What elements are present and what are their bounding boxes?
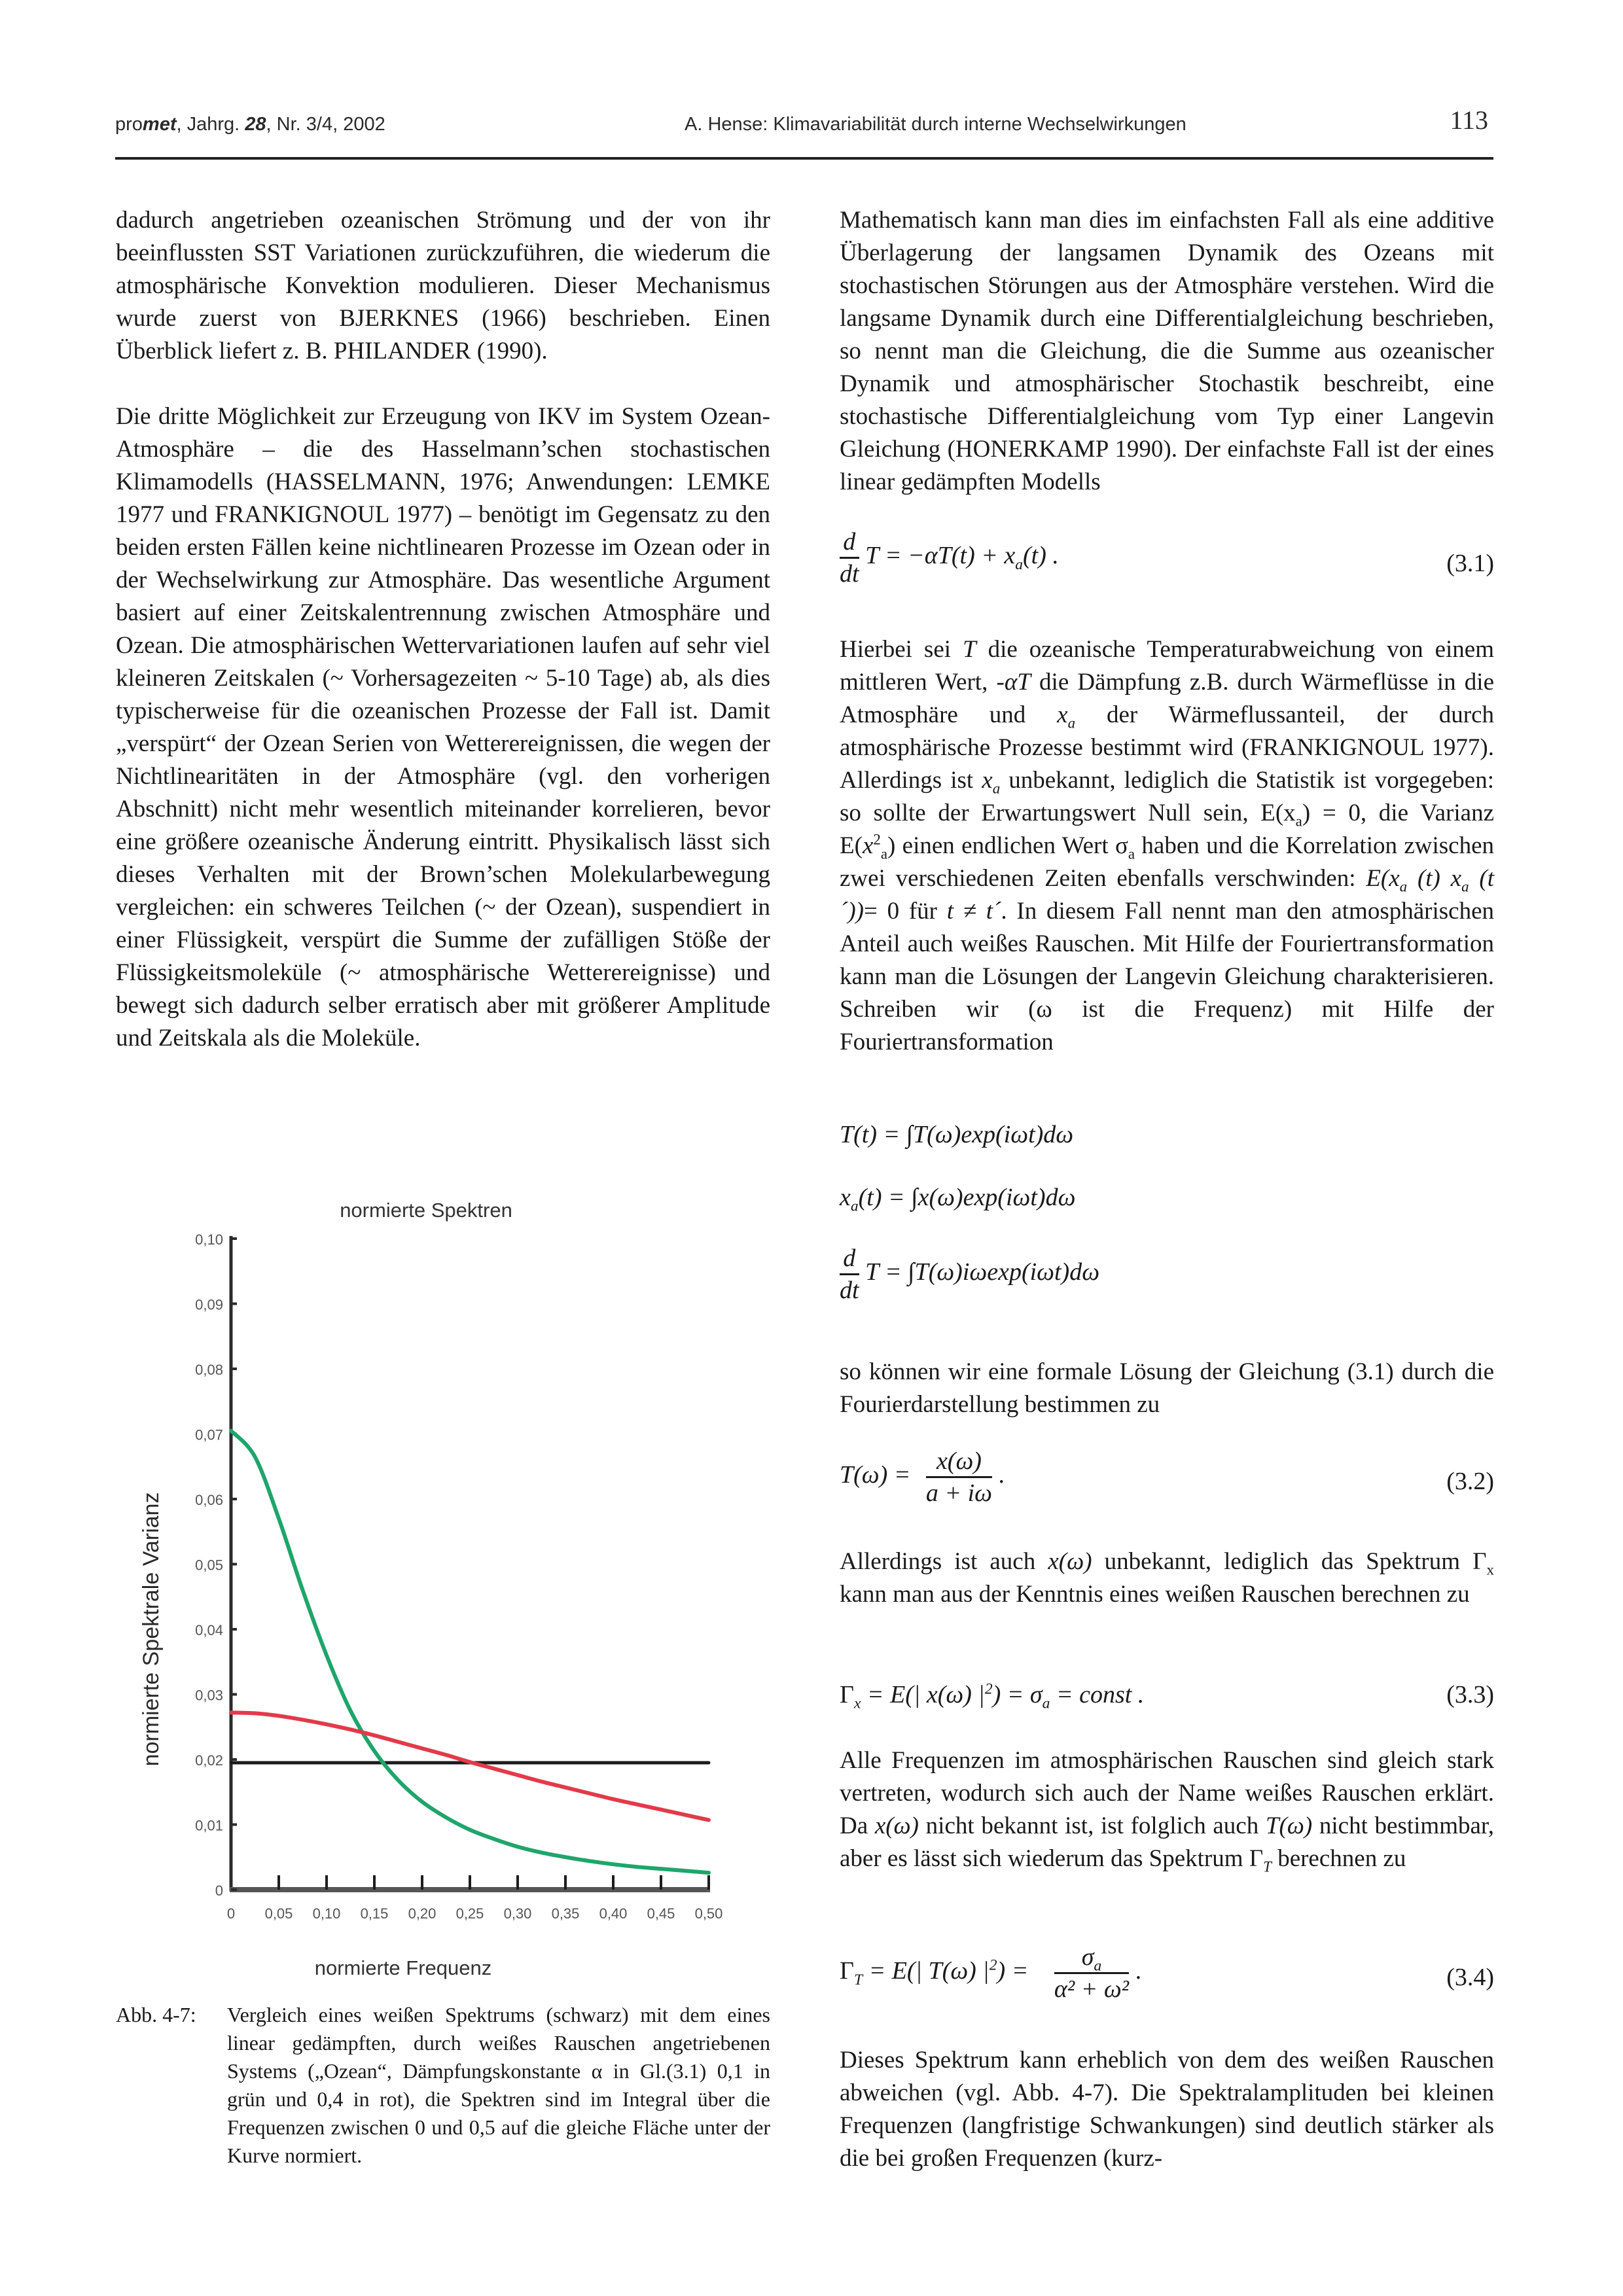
paragraph: Allerdings ist auch x(ω) unbekannt, lediglich das Spektrum $\Gamma_x$ kann man aus der Kenntnis eines weißen Rauschen berechnen zu: [840, 1548, 1494, 1608]
x-tick-label: 0: [226, 1905, 236, 1922]
right-column-p5: [840, 1744, 1494, 1875]
chart-axes: [195, 1231, 722, 1922]
x-tick-label: 0,50: [694, 1905, 723, 1922]
fraction: $\frac{x(\omega)}{a + i\omega}$: [925, 1447, 992, 1507]
running-header: [115, 105, 1493, 144]
x-axis-label: normierte Frequenz: [314, 1956, 492, 1979]
equation-number: (3.4): [1446, 1964, 1494, 1991]
equation-number: (3.1): [1446, 550, 1494, 577]
series-alpha-0-4-red: [231, 1712, 709, 1820]
header-rule: [115, 157, 1493, 160]
figure-spectra-chart: [131, 1178, 733, 1989]
y-tick-label: 0,10: [195, 1231, 223, 1248]
page-number: 113: [1450, 105, 1488, 135]
equation-3-3: $\Gamma_x = E(|$ x(ω) $|^2) = \sigma_a$ = const . (3.3): [840, 1680, 1494, 1712]
paragraph: Mathematisch kann man dies im einfachsten Fall als eine additive Überlagerung der langsamen Dynamik des Ozeans mit stochastischen Störungen aus der Atmosphäre verstehen. Wird die langsame Dynamik durch eine Differentialgleichung beschrieben, so nennt man die Gleichung, die die Summe aus ozeanischer Dynamik und atmosphärischer Stochastik beschreibt, eine stochastische Differentialgleichung vom Typ einer Langevin Gleichung (HONERKAMP 1990). Der einfachste Fall ist der eines linear gedämpften Modells: [840, 207, 1494, 495]
y-tick-label: 0,07: [195, 1426, 223, 1443]
x-tick-label: 0,10: [312, 1905, 341, 1922]
caption-text: Vergleich eines weißen Spektrums (schwarz) mit dem eines linear gedämpften, durch weißes Rauschen angetriebenen Systems („Ozean“, Dämpfungskonstante α in Gl.(3.1) 0,1 in grün und 0,4 in rot), die Spektren sind im Integral über die Frequenzen zwischen 0 und 0,5 auf die gleiche Fläche unter der Kurve normiert.: [227, 2003, 770, 2167]
journal-name-prefix: pro: [115, 114, 143, 135]
journal-year-label: , Jahrg.: [176, 114, 245, 135]
y-tick-label: 0,06: [195, 1492, 223, 1508]
paragraph: Die dritte Möglichkeit zur Erzeugung von IKV im System Ozean-Atmosphäre – die des Hasselmann’schen stochastischen Klimamodells (HASSELMANN, 1976; Anwendungen: LEMKE 1977 und FRANKIGNOUL 1977) – benötigt im Gegensatz zu den beiden ersten Fällen keine nichtlinearen Prozesse im Ozean oder in der Wechselwirkung zur Atmosphäre. Das wesentliche Argument basiert auf einer Zeitskalentrennung zwischen Atmosphäre und Ozean. Die atmosphärischen Wettervariationen laufen auf sehr viel kleineren Zeitskalen (~ Vorhersagezeiten ~ 5-10 Tage) ab, als dies typischerweise für die ozeanischen Prozesse der Fall ist. Damit „verspürt“ der Ozean Serien von Wetterereignissen, die wegen der Nichtlinearitäten in der Atmosphäre (vgl. den vorherigen Abschnitt) nicht mehr wesentlich miteinander korrelieren, bevor eine größere ozeanische Änderung eintritt. Physikalisch lässt sich dieses Verhalten mit der Brown’schen Molekularbewegung vergleichen: ein schweres Teilchen (~ der Ozean), suspendiert in einer Flüssigkeit, verspürt die Summe der zufälligen Stöße der Flüssigkeitsmoleküle (~ atmosphärische Wetterereignisse) und bewegt sich dadurch selber erratisch aber mit größerer Amplitude und Zeitskala als die Moleküle.: [116, 403, 770, 1051]
article-title: A. Hense: Klimavariabilität durch interne Wechselwirkungen: [685, 114, 1186, 135]
x-tick-label: 0,35: [551, 1905, 580, 1922]
paragraph: dadurch angetrieben ozeanischen Strömung und der von ihr beeinflussten SST Variationen zurückzuführen, die wiederum die atmosphärische Konvektion modulieren. Dieser Mechanismus wurde zuerst von BJERKNES (1966) beschrieben. Einen Überblick liefert z. B. PHILANDER (1990).: [116, 207, 770, 364]
equation-3-2: T(ω) = $\frac{x(\omega)}{a + i\omega}$ . (3.2): [840, 1447, 1494, 1507]
equation-3-1: $\frac{d}{dt}$ $T = -\alpha T(t) + x_a(t)$ . (3.1): [840, 528, 1494, 588]
chart-title: normierte Spektren: [340, 1199, 512, 1222]
y-tick-label: 0,08: [195, 1362, 223, 1378]
journal-issue: , Nr. 3/4, 2002: [266, 114, 385, 135]
x-tick-label: 0,05: [264, 1905, 293, 1922]
right-column-p6: [840, 2044, 1494, 2175]
paragraph: Dieses Spektrum kann erheblich von dem des weißen Rauschen abweichen (vgl. Abb. 4-7). Die Spektralamplituden bei kleinen Frequenzen (langfristige Schwankungen) sind deutlich stärker als die bei großen Frequenzen (kurz-: [840, 2047, 1494, 2172]
y-axis-label: normierte Spektrale Varianz: [139, 1492, 164, 1767]
paragraph: Hierbei sei T die ozeanische Temperaturabweichung von einem mittleren Wert, -αT die Dämpfung z.B. durch Wärmeflüsse in die Atmosphäre und $x_a$ der Wärmeflussanteil, der durch atmosphärische Prozesse bestimmt wird (FRANKIGNOUL 1977). Allerdings ist $x_a$ unbekannt, lediglich die Statistik ist vorgegeben: so sollte der Erwartungswert Null sein, $E(x_a) = 0$, die Varianz $E(x^2_a)$ einen endlichen Wert $\sigma_a$ haben und die Korrelation zwischen zwei verschiedenen Zeiten ebenfalls verschwinden: $E(x_a$ (t) $x_a$ (t´))= 0 für t ≠ t´. In diesem Fall nennt man den atmosphärischen Anteil auch weißes Rauschen. Mit Hilfe der Fouriertransformation kann man die Lösungen der Langevin Gleichung charakterisieren. Schreiben wir (ω ist die Frequenz) mit Hilfe der Fouriertransformation: [840, 636, 1495, 1055]
figure-caption: [116, 2001, 770, 2170]
equation-3-4: $\Gamma_T = E(|$ T(ω) $|^2$) = $\frac{\sigma_a}{\text{α² + ω²}}$ . (3.4): [840, 1943, 1494, 2003]
derivative-fraction: $\frac{d}{dt}$: [840, 528, 859, 588]
equation-fourier-derivative: $\frac{d}{dt}$ T = ∫T(ω)iωexp(iωt)dω: [840, 1245, 1100, 1304]
y-tick-label: 0,02: [195, 1752, 223, 1769]
x-tick-label: 0,25: [455, 1905, 484, 1922]
derivative-fraction: $\frac{d}{dt}$: [840, 1245, 859, 1304]
equation-number: (3.2): [1446, 1468, 1494, 1495]
equation-number: (3.3): [1446, 1681, 1494, 1708]
x-tick-label: 0,30: [503, 1905, 532, 1922]
y-tick-label: 0,09: [195, 1296, 223, 1313]
chart-series: [231, 1431, 709, 1873]
y-tick-label: 0,04: [195, 1622, 223, 1638]
fraction: $\frac{\sigma_a}{\text{α² + ω²}}$: [1054, 1943, 1130, 2003]
x-tick-label: 0,20: [408, 1905, 437, 1922]
series-alpha-0-1-green: [231, 1431, 709, 1873]
y-tick-label: 0,01: [195, 1817, 223, 1834]
left-column: [116, 204, 770, 1055]
right-column-top: [840, 204, 1494, 499]
paragraph: so können wir eine formale Lösung der Gleichung (3.1) durch die Fourierdarstellung bestimmen zu: [840, 1358, 1494, 1418]
equation-fourier-x: $x_a(t) = \int x(\omega)\exp(i\omega t)d\omega$: [840, 1184, 1076, 1215]
equation-fourier-T: T(t) = ∫T(ω)exp(iωt)dω: [840, 1121, 1074, 1148]
caption-label: Abb. 4-7:: [116, 2003, 196, 2026]
x-tick-label: 0,15: [360, 1905, 389, 1922]
journal-citation: [115, 114, 385, 135]
right-column-p4: [840, 1545, 1494, 1611]
y-tick-label: 0,05: [195, 1557, 223, 1574]
journal-name-bold: met: [142, 114, 177, 135]
right-column-mid: [840, 633, 1494, 1059]
journal-volume: 28: [245, 114, 266, 135]
x-tick-label: 0,40: [599, 1905, 628, 1922]
paragraph: Alle Frequenzen im atmosphärischen Rauschen sind gleich stark vertreten, wodurch sich auch der Name weißes Rauschen erklärt. Da x(ω) nicht bekannt ist, ist folglich auch T(ω) nicht bestimmbar, aber es lässt sich wiederum das Spektrum $\Gamma_T$ berechnen zu: [840, 1747, 1494, 1875]
y-tick-label: 0,03: [195, 1687, 223, 1704]
y-tick-label: 0: [215, 1882, 223, 1899]
right-column-p3: [840, 1356, 1494, 1421]
x-tick-label: 0,45: [647, 1905, 675, 1922]
chart-svg: [131, 1178, 733, 1989]
